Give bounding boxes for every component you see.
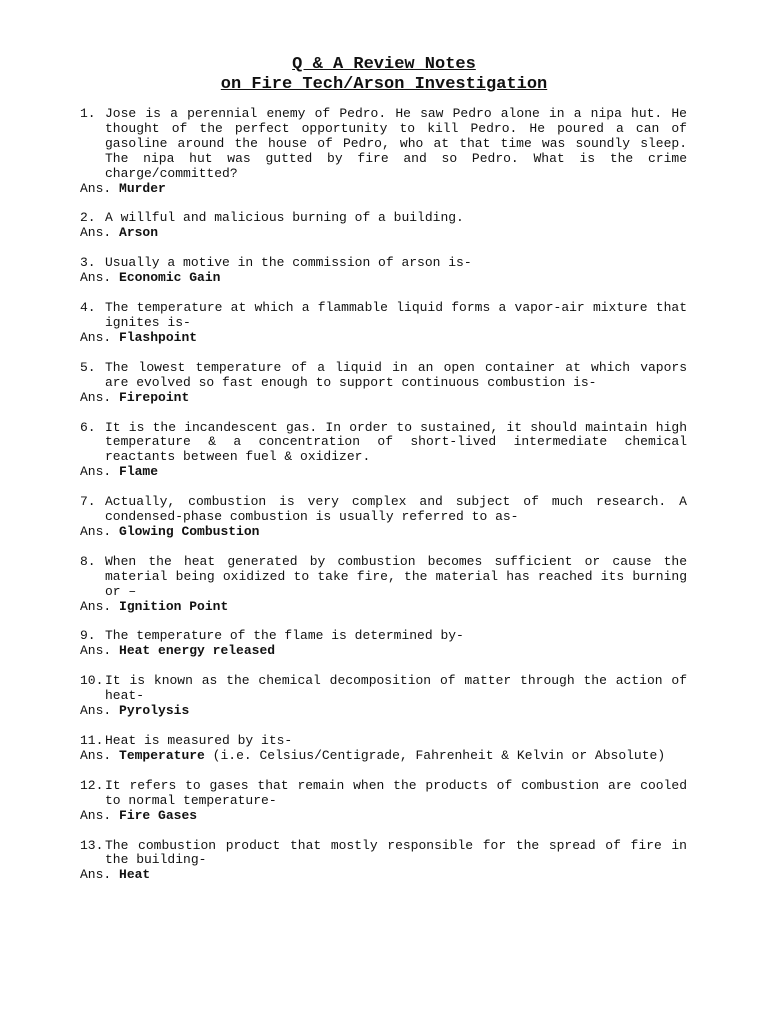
question-text: Jose is a perennial enemy of Pedro. He saw Pedro alone in a nipa hut. He thought of the perfect opportunity to kill Pedro. He poured a can of gasoline around the house of Pedro, who at that time was soundly sleep. The nipa hut was gutted by fire and so Pedro. What is the crime charge/committed? xyxy=(105,106,687,181)
answer-line xyxy=(80,331,687,346)
answer-line xyxy=(80,868,687,883)
question-text: It refers to gases that remain when the products of combustion are cooled to normal temperature- xyxy=(105,777,687,808)
answer-line xyxy=(80,226,687,241)
qa-item xyxy=(80,107,687,196)
question-text: It is the incandescent gas. In order to sustained, it should maintain high temperature & a concentration of short-lived intermediate chemical reactants between fuel & oxidizer. xyxy=(105,419,687,465)
page-title xyxy=(0,55,768,75)
question-text: The lowest temperature of a liquid in an open container at which vapors are evolved so fast enough to support continuous combustion is- xyxy=(105,359,687,390)
qa-item xyxy=(80,211,687,241)
answer-prefix: Ans. xyxy=(80,598,112,614)
answer-text: Murder xyxy=(119,180,166,196)
question-number: 7. xyxy=(80,494,96,510)
answer-text: Flame xyxy=(119,464,159,480)
question-text: The temperature of the flame is determined by- xyxy=(105,628,464,644)
qa-item xyxy=(80,495,687,540)
title-line-1: Q & A Review Notes xyxy=(292,55,476,74)
answer-line xyxy=(80,749,687,764)
question-number: 6. xyxy=(80,419,96,435)
answer-prefix: Ans. xyxy=(80,389,112,405)
answer-text: Flashpoint xyxy=(119,329,198,345)
question-text: When the heat generated by combustion becomes sufficient or cause the material being oxidized to take fire, the material has reached its burning or – xyxy=(105,553,687,599)
question xyxy=(80,779,687,809)
answer-line xyxy=(80,391,687,406)
answer-prefix: Ans. xyxy=(80,747,112,763)
question xyxy=(80,555,687,600)
question xyxy=(80,301,687,331)
answer-text: Firepoint xyxy=(119,389,190,405)
question xyxy=(80,839,687,869)
answer-prefix: Ans. xyxy=(80,270,112,286)
qa-list xyxy=(80,107,687,898)
answer-prefix: Ans. xyxy=(80,329,112,345)
qa-item xyxy=(80,301,687,346)
answer-line xyxy=(80,271,687,286)
question-text: Actually, combustion is very complex and subject of much research. A condensed-phase combustion is usually referred to as- xyxy=(105,494,687,525)
qa-item xyxy=(80,674,687,719)
question-number: 3. xyxy=(80,255,96,271)
answer-prefix: Ans. xyxy=(80,867,112,883)
question xyxy=(80,211,687,226)
answer-line xyxy=(80,465,687,480)
answer-text: Temperature xyxy=(119,747,205,763)
question-text: The combustion product that mostly responsible for the spread of fire in the building- xyxy=(105,837,687,868)
answer-text: Fire Gases xyxy=(119,807,198,823)
question xyxy=(80,256,687,271)
answer-line xyxy=(80,644,687,659)
answer-prefix: Ans. xyxy=(80,807,112,823)
answer-note: (i.e. Celsius/Centigrade, Fahrenheit & Kelvin or Absolute) xyxy=(204,747,666,763)
question-number: 5. xyxy=(80,359,96,375)
answer-text: Arson xyxy=(119,225,159,241)
page-subtitle xyxy=(0,75,768,95)
question-number: 4. xyxy=(80,300,96,316)
answer-text: Pyrolysis xyxy=(119,703,190,719)
answer-text: Ignition Point xyxy=(119,598,229,614)
answer-line xyxy=(80,182,687,197)
question-number: 12. xyxy=(80,777,104,793)
answer-text: Heat energy released xyxy=(119,643,276,659)
qa-item xyxy=(80,555,687,615)
qa-item xyxy=(80,839,687,884)
answer-text: Heat xyxy=(119,867,151,883)
question-text: The temperature at which a flammable liquid forms a vapor-air mixture that ignites is- xyxy=(105,300,687,330)
answer-text: Economic Gain xyxy=(119,270,221,286)
answer-line xyxy=(80,525,687,540)
question-number: 10. xyxy=(80,673,104,689)
answer-line xyxy=(80,600,687,615)
question-number: 13. xyxy=(80,837,104,853)
qa-item xyxy=(80,256,687,286)
question xyxy=(80,421,687,466)
question xyxy=(80,495,687,525)
question-number: 9. xyxy=(80,628,96,644)
qa-item xyxy=(80,734,687,764)
answer-prefix: Ans. xyxy=(80,703,112,719)
question xyxy=(80,361,687,391)
question xyxy=(80,629,687,644)
answer-prefix: Ans. xyxy=(80,523,112,539)
question-number: 2. xyxy=(80,210,96,226)
answer-prefix: Ans. xyxy=(80,180,112,196)
answer-prefix: Ans. xyxy=(80,464,112,480)
qa-item xyxy=(80,629,687,659)
question xyxy=(80,107,687,182)
answer-prefix: Ans. xyxy=(80,225,112,241)
question-number: 11. xyxy=(80,733,104,748)
qa-item xyxy=(80,779,687,824)
title-line-2: on Fire Tech/Arson Investigation xyxy=(220,75,548,94)
question-text: Heat is measured by its- xyxy=(105,733,293,748)
question-number: 1. xyxy=(80,106,96,121)
question xyxy=(80,674,687,704)
qa-item xyxy=(80,361,687,406)
answer-line xyxy=(80,809,687,824)
question-text: Usually a motive in the commission of arson is- xyxy=(105,255,472,271)
answer-text: Glowing Combustion xyxy=(119,523,260,539)
answer-line xyxy=(80,704,687,719)
question-number: 8. xyxy=(80,553,96,569)
question-text: A willful and malicious burning of a building. xyxy=(105,210,464,226)
answer-prefix: Ans. xyxy=(80,643,112,659)
question xyxy=(80,734,687,749)
question-text: It is known as the chemical decomposition of matter through the action of heat- xyxy=(105,673,687,704)
qa-item xyxy=(80,421,687,481)
